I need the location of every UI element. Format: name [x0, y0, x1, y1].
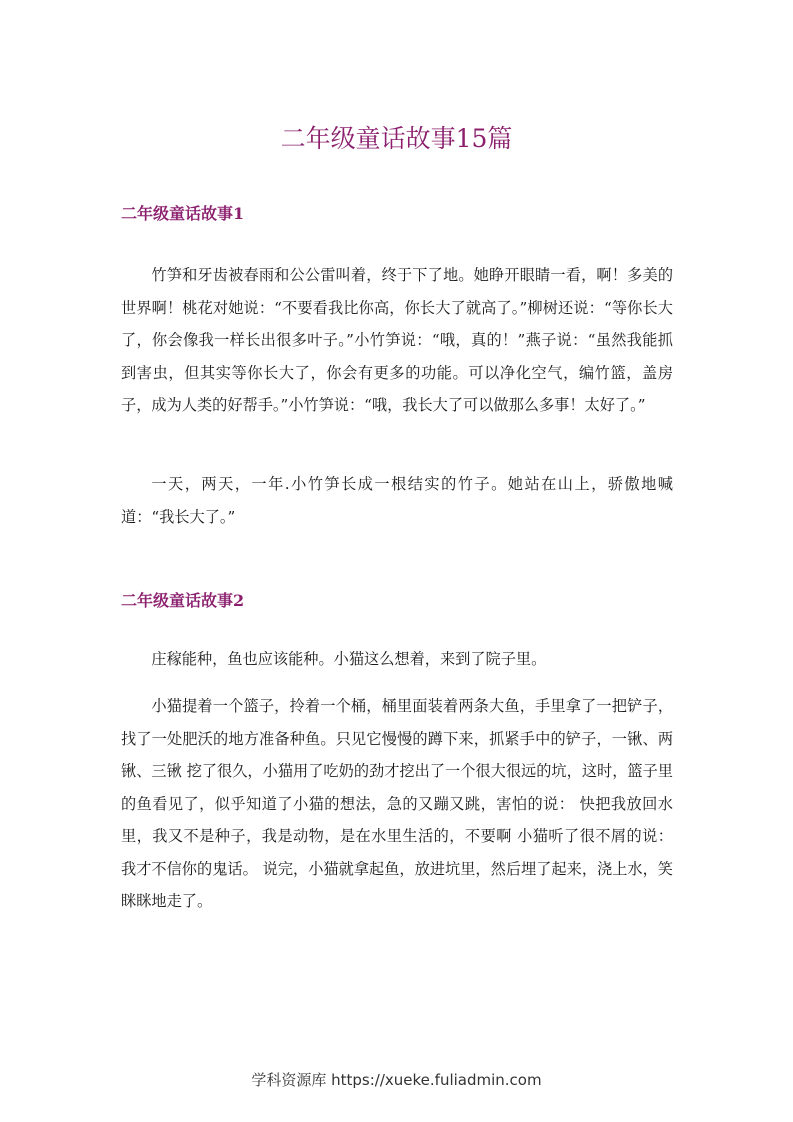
- section-heading-2: 二年级童话故事2: [121, 591, 245, 610]
- section-1-paragraph-2: 一天，两天，一年.小竹笋长成一根结实的竹子。她站在山上，骄傲地喊道：“我长大了。”: [121, 475, 673, 526]
- section-1-paragraph-1: 竹笋和牙齿被春雨和公公雷叫着，终于下了地。她睁开眼睛一看，啊！多美的世界啊！桃花对她说：“不要看我比你高，你长大了就高了。”柳树还说：“等你长大了，你会像我一样长出很多叶子。”小竹笋说：“哦，真的！”燕子说：“虽然我能抓到害虫，但其实等你长大了，你会有更多的功能。可以净化空气，编竹篮，盖房子，成为人类的好帮手。”小竹笋说：“哦，我长大了可以做那么多事！太好了。”: [121, 266, 673, 414]
- section-2-paragraph-2: 小猫提着一个篮子，拎着一个桶，桶里面装着两条大鱼，手里拿了一把铲子，找了一处肥沃的地方准备种鱼。只见它慢慢的蹲下来，抓紧手中的铲子，一锹、两锹、三锹 挖了很久，小猫用了吃奶的劲才挖出了一个很大很远的坑，这时，篮子里的鱼看见了，似乎知道了小猫的想法，急的又蹦又跳，害怕的说： 快把我放回水里，我又不是种子，我是动物，是在水里生活的，不要啊 小猫听了很不屑的说： 我才不信你的鬼话。 说完，小猫就拿起鱼，放进坑里，然后埋了起来，浇上水，笑眯眯地走了。: [121, 697, 673, 910]
- footer-source-text: 学科资源库 https://xueke.fuliadmin.com: [251, 1071, 542, 1089]
- section-heading-1: 二年级童话故事1: [121, 204, 245, 223]
- page-title: 二年级童话故事15篇: [280, 124, 513, 153]
- section-2-paragraph-1: 庄稼能种，鱼也应该能种。小猫这么想着，来到了院子里。: [151, 650, 547, 668]
